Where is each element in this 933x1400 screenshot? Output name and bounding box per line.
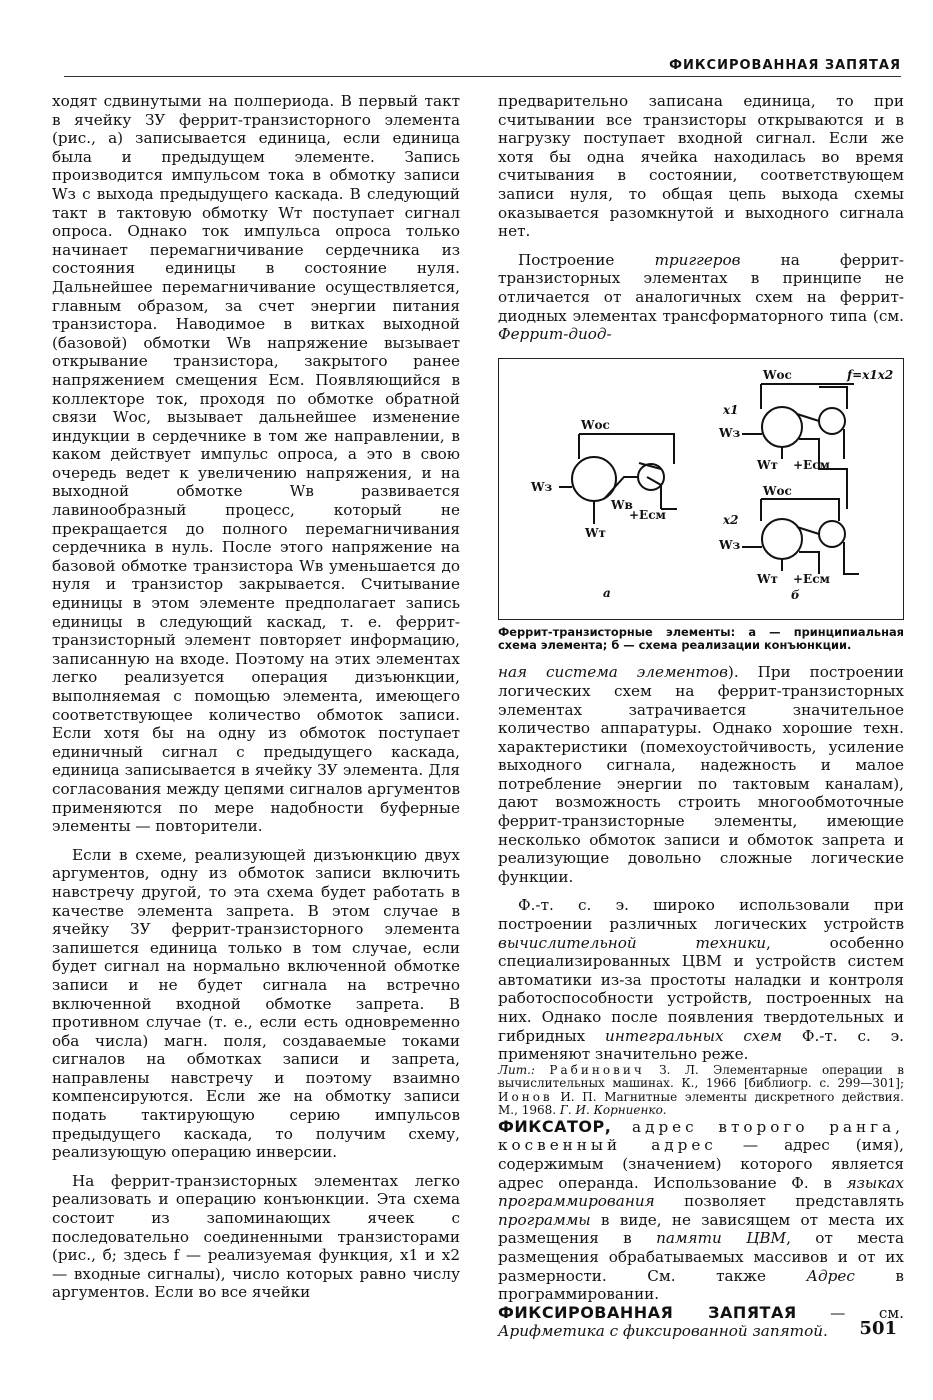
term-triggers: триггеров <box>654 250 741 269</box>
cross-ref: языках программирования <box>498 1173 904 1211</box>
cross-ref: Адрес <box>806 1266 855 1285</box>
cross-ref: Феррит-диод- <box>498 325 612 344</box>
text-run: ). При построении логических схем на феррит-транзисторных элементах затрачивается значительное количество аппаратуры. Однако хорошие техн. характеристики (помехоустойчивость, усиление выходного сигнала, надежность и малое потребление энергии по тактовым каналам), дают возможность строить многообмоточные феррит-транзисторные элементы, имеющие несколько обмоток записи и обмоток запрета и реализующие довольно сложные логические функции. <box>498 663 904 886</box>
left-paragraph-1: ходят сдвинутыми на полпериода. В первый такт в ячейку ЗУ феррит-транзисторного элемента (рис., а) записывается единица, если единица была и предыдущем элементе. Запись производится импульсом тока в обмотку записи Wз с выхода предыдущего каскада. В следующий такт в тактовую обмотку Wт поступает сигнал опроса. Однако ток импульса опроса только начинает перемагничивание сердечника из состояния единицы в состояние нуля. Дальнейшее перемагничивание осуществляется, главным образом, за счет энергии питания транзистора. Наводимое в витках выходной (базовой) обмотки Wв напряжение вызывает открывание транзистора, закрытого ранее напряжением смещения Eсм. Появляющийся в коллекторе ток, проходя по обмотке обратной связи Wос, вызывает дальнейшее изменение индукции в сердечнике в том же направлении, в каком действует импульс опроса, а это в свою очередь ведет к увеличению напряжения, и на выходной обмотке Wв развивается лавинообразный процесс, который не прекращается до полного перемагничивания сердечника в нуль. После этого напряжение на базовой обмотке транзистора Wв уменьшается до нуля и транзистор закрывается. Считывание единицы в этом элементе предполагает запись единицы в следующий каскад, т. е. феррит-транзисторный элемент повторяет информацию, записанную на входе. Поэтому на этих элементах легко реализуется операция дизъюнкции, выполняемая с помощью элемента, имеющего соответствующее количество обмоток записи. Если хотя бы на одну из обмоток поступает единичный сигнал с предыдущего каскада, единица записывается в ячейку ЗУ элемента. Для согласования между цепями сигналов аргументов применяются по мере надобности буферные элементы — повторители. <box>52 92 460 836</box>
right-paragraph-4 <box>498 896 904 1063</box>
text-run: З. Л. Элементарные операции в вычислительных машинах. К., 1966 [библиогр. с. 299—301]; <box>498 1062 904 1091</box>
label-wz-a: Wз <box>531 479 553 494</box>
right-paragraph-2 <box>498 251 904 344</box>
left-column <box>52 92 460 1302</box>
lit-author: Ионов <box>498 1089 553 1104</box>
transistor-b1 <box>819 408 845 434</box>
label-x2: x2 <box>723 512 739 527</box>
label-wt-a: Wт <box>585 525 606 540</box>
label-ecm-a: +Eсм <box>629 507 666 522</box>
label-wz-b1: Wз <box>719 425 741 440</box>
text-run: позволяет представлять <box>654 1192 904 1211</box>
header-rule <box>64 76 901 77</box>
left-paragraph-3: На феррит-транзисторных элементах легко реализовать и операцию конъюнкции. Эта схема состоит из запоминающих ячеек с последовательно соединенными транзисторами (рис., б; здесь f — реализуемая функция, x1 и x2 — входные сигналы), число которых равно числу аргументов. Если во все ячейки <box>52 1171 460 1302</box>
cross-ref: Арифметика с фиксированной запятой. <box>498 1322 828 1341</box>
label-woc-b2: Wос <box>763 483 792 498</box>
cross-ref: ная система элементов <box>498 663 728 682</box>
label-ecm-b1: +Eсм <box>793 457 830 472</box>
figure-caption: Феррит-транзисторные элементы: а — принципиальная схема элемента; б — схема реализации конъюнкции. <box>498 624 904 652</box>
right-paragraph-1: предварительно записана единица, то при считывании все транзисторы открываются и в нагрузку поступает входной сигнал. Если же хотя бы одна ячейка находилась во время считывания в состоянии, соответствующем записи нуля, то общая цепь выхода схемы оказывается разомкнутой и выходного сигнала нет. <box>498 92 904 241</box>
circuit-diagram <box>499 359 903 619</box>
entry-fiksator <box>498 1118 904 1304</box>
text-run: , особенно специализированных ЦВМ и устройств систем автоматики из-за простоты наладки и контроля работоспособности устройств, построенных на них. Однако после появления твердотельных и гибридных <box>498 933 904 1045</box>
label-wz-b2: Wз <box>719 537 741 552</box>
cross-ref: программы <box>498 1210 591 1229</box>
label-woc-a: Wос <box>581 417 610 432</box>
cross-ref: памяти ЦВМ <box>656 1229 787 1248</box>
label-wv-a: Wв <box>611 497 633 512</box>
literature <box>498 1064 904 1118</box>
cross-ref: вычислительной техники <box>498 933 767 952</box>
text-run: в программировании. <box>498 1266 904 1304</box>
label-a: а <box>603 585 611 600</box>
circuit-figure <box>498 358 904 620</box>
text-run: — адрес (имя), содержимым (значением) которого является адрес операнда. Использование Ф. в <box>498 1136 904 1192</box>
ferrite-core-b1 <box>762 407 802 447</box>
text-run: — см. <box>796 1303 904 1322</box>
lit-label: Лит.: <box>498 1062 535 1077</box>
text-run: Построение <box>518 250 655 269</box>
right-paragraph-3 <box>498 663 904 886</box>
lit-author: Рабинович <box>549 1062 645 1077</box>
entry-heading: ФИКСАТОР, <box>498 1116 612 1136</box>
entry-fixed-point <box>498 1304 904 1341</box>
label-woc-b1: Wос <box>763 367 792 382</box>
transistor-b2 <box>819 521 845 547</box>
text-run: , от места размещения обрабатываемых массивов и от их размерности. См. также <box>498 1229 904 1285</box>
label-wt-b2: Wт <box>757 571 778 586</box>
label-b: б <box>791 587 800 602</box>
label-function: f=x1x2 <box>847 367 894 382</box>
left-paragraph-2: Если в схеме, реализующей дизъюнкцию двух аргументов, одну из обмоток записи включить навстречу другой, то эта схема будет работать в качестве элемента запрета. В этом случае в ячейку ЗУ феррит-транзисторного элемента запишется единица только в том случае, если будет сигнал на нормально включенной обмотке записи и не будет сигнала на встречно включенной входной обмотке запрета. В противном случае (т. е., если есть одновременно оба числа) магн. поля, создаваемые токами сигналов на обмотках записи и запрета, направлены навстречу и поэтому взаимно компенсируются. Если же на обмотку записи подать тактирующую серию импульсов предыдущего каскада, то получим схему, реализующую операцию инверсии. <box>52 845 460 1162</box>
label-wt-b1: Wт <box>757 457 778 472</box>
text-run: в виде, не зависящем от места их размещения в <box>498 1210 904 1248</box>
entry-heading: ФИКСИРОВАННАЯ ЗАПЯТАЯ <box>498 1302 797 1322</box>
page-number: 501 <box>859 1318 897 1339</box>
author-signature: Г. И. Корниенко. <box>559 1103 667 1118</box>
right-column <box>498 92 904 1341</box>
text-run: Ф.-т. с. э. применяют значительно реже. <box>498 1026 904 1064</box>
running-header: ФИКСИРОВАННАЯ ЗАПЯТАЯ <box>669 58 901 73</box>
text-run: адрес второго ранга, косвенный адрес <box>498 1117 904 1155</box>
label-ecm-b2: +Eсм <box>793 571 830 586</box>
text-run: Ф.-т. с. э. широко использовали при построении различных логических устройств <box>498 896 904 934</box>
text-run: на феррит-транзисторных элементах в принципе не отличается от аналогичных схем на феррит-диодных элементах трансформаторного типа (см. <box>498 250 905 325</box>
label-x1: x1 <box>723 402 739 417</box>
cross-ref: интегральных схем <box>605 1026 783 1045</box>
text-run: И. П. Магнитные элементы дискретного действия. М., 1968. <box>498 1089 904 1118</box>
ferrite-core-b2 <box>762 519 802 559</box>
